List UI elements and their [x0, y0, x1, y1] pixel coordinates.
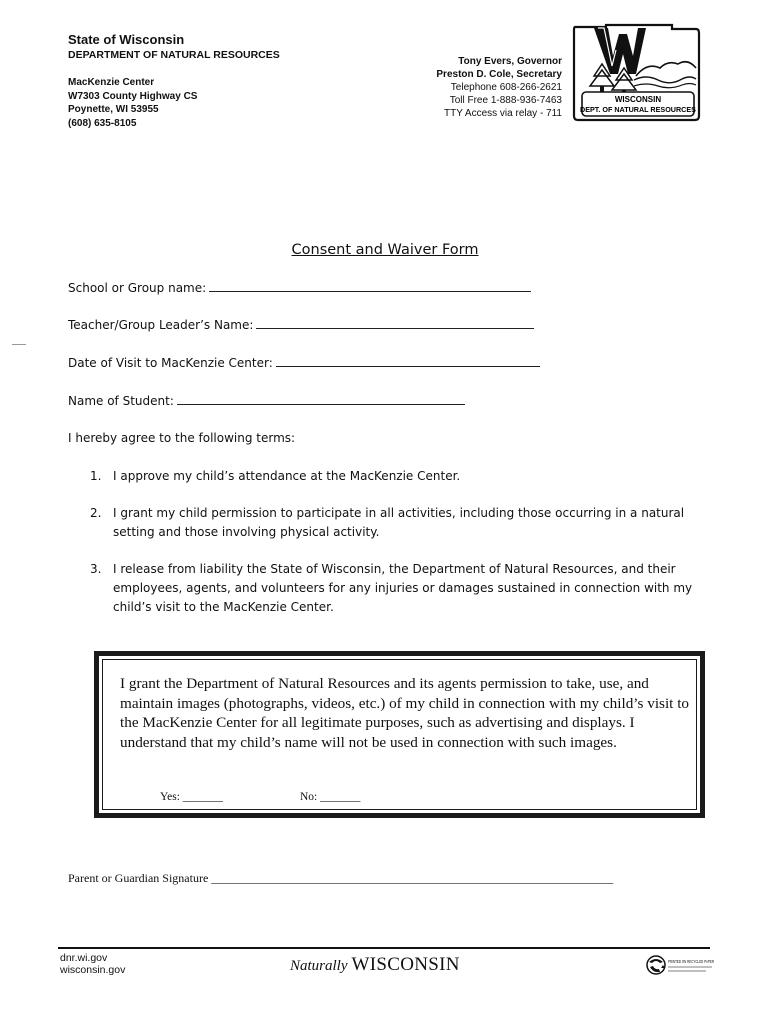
date-label: Date of Visit to MacKenzie Center: [68, 356, 273, 370]
wisconsin-link[interactable]: wisconsin.gov [60, 964, 126, 976]
terms-list [90, 467, 710, 635]
telephone: Telephone 608-266-2621 [450, 82, 562, 93]
motto-naturally: Naturally [290, 958, 348, 974]
photo-consent-inner [102, 659, 697, 810]
date-blank[interactable] [276, 355, 540, 367]
school-blank[interactable] [209, 280, 531, 292]
term-item [90, 560, 710, 617]
agree-intro: I hereby agree to the following terms: [68, 431, 296, 445]
address-line: W7303 County Highway CS [68, 90, 198, 102]
governor-name: Tony Evers, Governor [458, 56, 562, 67]
photo-consent-text: I grant the Department of Natural Resources and its agents permission to take, use, and maintain images (photographs, videos, etc.) of my child in connection with my child’s visit to the MacKenzie Center for all legitimate purposes, such as advertising and displays. I understand that my child’s name will not be used in connection with such images. [120, 675, 690, 751]
tollfree: Toll Free 1-888-936-7463 [449, 95, 562, 106]
address-phone: (608) 635-8105 [68, 117, 137, 129]
logo-line1: WISCONSIN [614, 95, 662, 104]
guardian-signature-line[interactable]: Parent or Guardian Signature ___________________________________________________________________ [68, 871, 614, 885]
footer-links [60, 952, 125, 976]
yes-option[interactable]: Yes: _______ [160, 791, 224, 803]
student-field [68, 393, 465, 408]
margin-mark [12, 344, 26, 345]
secretary-name: Preston D. Cole, Secretary [436, 69, 562, 80]
address-line: Poynette, WI 53955 [68, 104, 159, 115]
dnr-link[interactable]: dnr.wi.gov [60, 952, 108, 964]
student-blank[interactable] [177, 393, 465, 405]
logo-line2: DEPT. OF NATURAL RESOURCES [580, 105, 696, 114]
address-line: MacKenzie Center [68, 77, 155, 88]
school-label: School or Group name: [68, 281, 207, 295]
motto-wisconsin: WISCONSIN [351, 954, 460, 975]
term-item [90, 504, 710, 542]
center-address [68, 76, 280, 130]
recycled-paper-icon [644, 954, 743, 976]
footer-divider [58, 947, 710, 949]
officials-block [436, 55, 562, 120]
department-name: DEPARTMENT OF NATURAL RESOURCES [68, 49, 280, 61]
term-text: I release from liability the State of Wisconsin, the Department of Natural Resources, and their employees, agents, and volunteers for any injuries or damages sustained in connection with my child’s visit to the MacKenzie Center. [113, 562, 693, 614]
dnr-logo-icon [572, 24, 701, 121]
teacher-field [68, 317, 534, 332]
photo-consent-box [94, 651, 705, 818]
agency-header [68, 32, 280, 130]
term-text: I approve my child’s attendance at the MacKenzie Center. [113, 469, 461, 483]
term-number: 1. [90, 469, 102, 483]
term-number: 2. [90, 506, 102, 520]
recycle-text: PRINTED ON RECYCLED PAPER [668, 960, 743, 965]
teacher-blank[interactable] [256, 317, 534, 329]
form-title: Consent and Waiver Form [291, 242, 479, 258]
term-text: I grant my child permission to participate in all activities, including those occurring in a natural setting and those involving physical activity. [113, 506, 685, 539]
school-field [68, 280, 531, 295]
state-name: State of Wisconsin [68, 32, 185, 47]
no-option[interactable]: No: _______ [300, 791, 361, 803]
term-number: 3. [90, 562, 102, 576]
tty-access: TTY Access via relay - 711 [443, 108, 562, 119]
naturally-wisconsin-logo [290, 954, 460, 976]
teacher-label: Teacher/Group Leader’s Name: [68, 318, 254, 332]
term-item [90, 467, 710, 486]
date-field [68, 355, 540, 370]
student-label: Name of Student: [68, 394, 174, 408]
